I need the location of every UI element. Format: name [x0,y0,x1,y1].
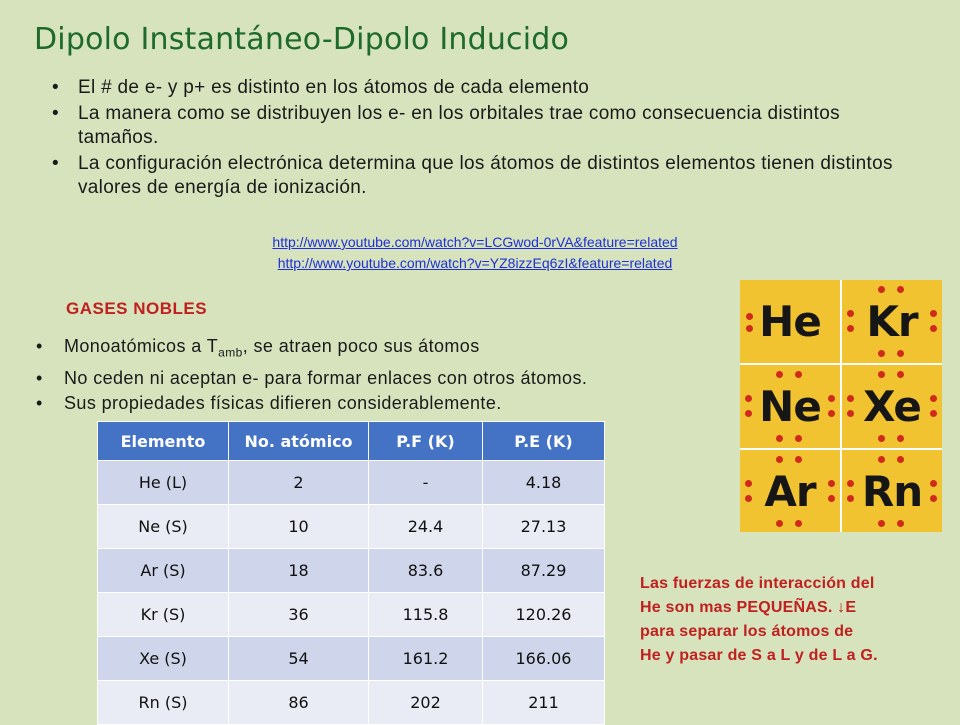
table-cell: - [369,461,483,505]
electron-dot [745,495,752,502]
table-cell: 54 [229,637,369,681]
electron-dot [828,410,835,417]
note-line: He y pasar de S a L y de L a G. [640,647,878,664]
subscript-text: amb [218,345,243,360]
table-cell: Kr (S) [98,593,229,637]
gases-bullet-list [34,334,744,416]
element-tile-ar [740,450,840,533]
element-tile-rn [842,450,942,533]
table-cell: Xe (S) [98,637,229,681]
electron-dot [776,456,783,463]
column-header: P.F (K) [369,422,483,461]
table-cell: 161.2 [369,637,483,681]
electron-dot [795,456,802,463]
youtube-link[interactable]: http://www.youtube.com/watch?v=LCGwod-0rVA&feature=related [272,234,678,250]
element-symbol: Rn [861,467,923,516]
table-cell: 10 [229,505,369,549]
electron-dot [878,435,885,442]
youtube-link[interactable]: http://www.youtube.com/watch?v=YZ8izzEq6zI&feature=related [277,255,673,271]
electron-dot [745,395,752,402]
electron-dot [878,456,885,463]
electron-dot [847,395,854,402]
table-cell: Rn (S) [98,681,229,725]
electron-dot [847,310,854,317]
electron-dot [897,520,904,527]
electron-dot [746,313,753,320]
noble-gases-table [97,421,605,725]
table-cell: 202 [369,681,483,725]
table-cell: 87.29 [483,549,605,593]
column-header: No. atómico [229,422,369,461]
electron-dot [795,435,802,442]
electron-dot [776,435,783,442]
table-cell: 4.18 [483,461,605,505]
electron-dot [795,520,802,527]
electron-dot [746,325,753,332]
table-cell: Ar (S) [98,549,229,593]
bullet-text: Monoatómicos a T [64,336,219,356]
electron-dot [776,520,783,527]
element-symbol: He [759,297,821,346]
table-row [98,681,605,725]
bullet-item: • Sus propiedades físicas difieren considerablemente. [34,391,744,416]
electron-dot [897,371,904,378]
table-row [98,505,605,549]
table-cell: 2 [229,461,369,505]
table-cell: 83.6 [369,549,483,593]
table-cell: 27.13 [483,505,605,549]
element-tile-he [740,280,840,363]
note-line: Las fuerzas de interacción del [640,575,875,592]
electron-dot [795,371,802,378]
electron-dot [930,325,937,332]
noble-gas-electron-dot-tiles [740,280,942,532]
bullet-item: • El # de e- y p+ es distinto en los átomos de cada elemento [48,76,918,100]
element-symbol: Xe [863,382,921,431]
table-cell: 24.4 [369,505,483,549]
electron-dot [776,371,783,378]
bullet-item: • La manera como se distribuyen los e- en los orbitales trae como consecuencia distintos tamaños. [48,102,918,150]
bullet-item [34,334,744,366]
column-header: Elemento [98,422,229,461]
electron-dot [847,325,854,332]
element-symbol: Kr [866,297,918,346]
table-row [98,593,605,637]
element-symbol: Ar [764,467,816,516]
electron-dot [930,310,937,317]
electron-dot [847,480,854,487]
electron-dot [745,410,752,417]
electron-dot [897,350,904,357]
electron-dot [930,410,937,417]
electron-dot [828,395,835,402]
electron-dot [930,395,937,402]
table-cell: He (L) [98,461,229,505]
interaction-forces-note [640,572,956,668]
electron-dot [847,410,854,417]
electron-dot [897,286,904,293]
table-cell: Ne (S) [98,505,229,549]
table-row [98,637,605,681]
electron-dot [745,480,752,487]
electron-dot [878,520,885,527]
element-symbol: Ne [759,382,821,431]
electron-dot [878,286,885,293]
element-tile-ne [740,365,840,448]
slide-title: Dipolo Instantáneo-Dipolo Inducido [34,22,570,57]
column-header: P.E (K) [483,422,605,461]
table-cell: 86 [229,681,369,725]
table-cell: 18 [229,549,369,593]
table-cell: 120.26 [483,593,605,637]
electron-dot [897,456,904,463]
table-row [98,549,605,593]
table-cell: 166.06 [483,637,605,681]
bullet-item: • La configuración electrónica determina que los átomos de distintos elementos tienen distintos valores de energía de ionización. [48,152,918,200]
electron-dot [847,495,854,502]
table-cell: 36 [229,593,369,637]
intro-bullet-list [48,76,918,202]
electron-dot [878,371,885,378]
bullet-item: • No ceden ni aceptan e- para formar enlaces con otros átomos. [34,366,744,391]
table-row [98,461,605,505]
bullet-text: , se atraen poco sus átomos [242,336,480,356]
note-line: He son mas PEQUEÑAS. ↓E [640,599,857,616]
element-tile-kr [842,280,942,363]
electron-dot [897,435,904,442]
section-title-gases-nobles: GASES NOBLES [66,299,208,318]
electron-dot [930,495,937,502]
electron-dot [828,480,835,487]
electron-dot [878,350,885,357]
element-tile-xe [842,365,942,448]
table-cell: 115.8 [369,593,483,637]
electron-dot [828,495,835,502]
table-cell: 211 [483,681,605,725]
table-header-row [98,422,605,461]
note-line: para separar los átomos de [640,623,854,640]
electron-dot [930,480,937,487]
video-links [190,232,760,274]
